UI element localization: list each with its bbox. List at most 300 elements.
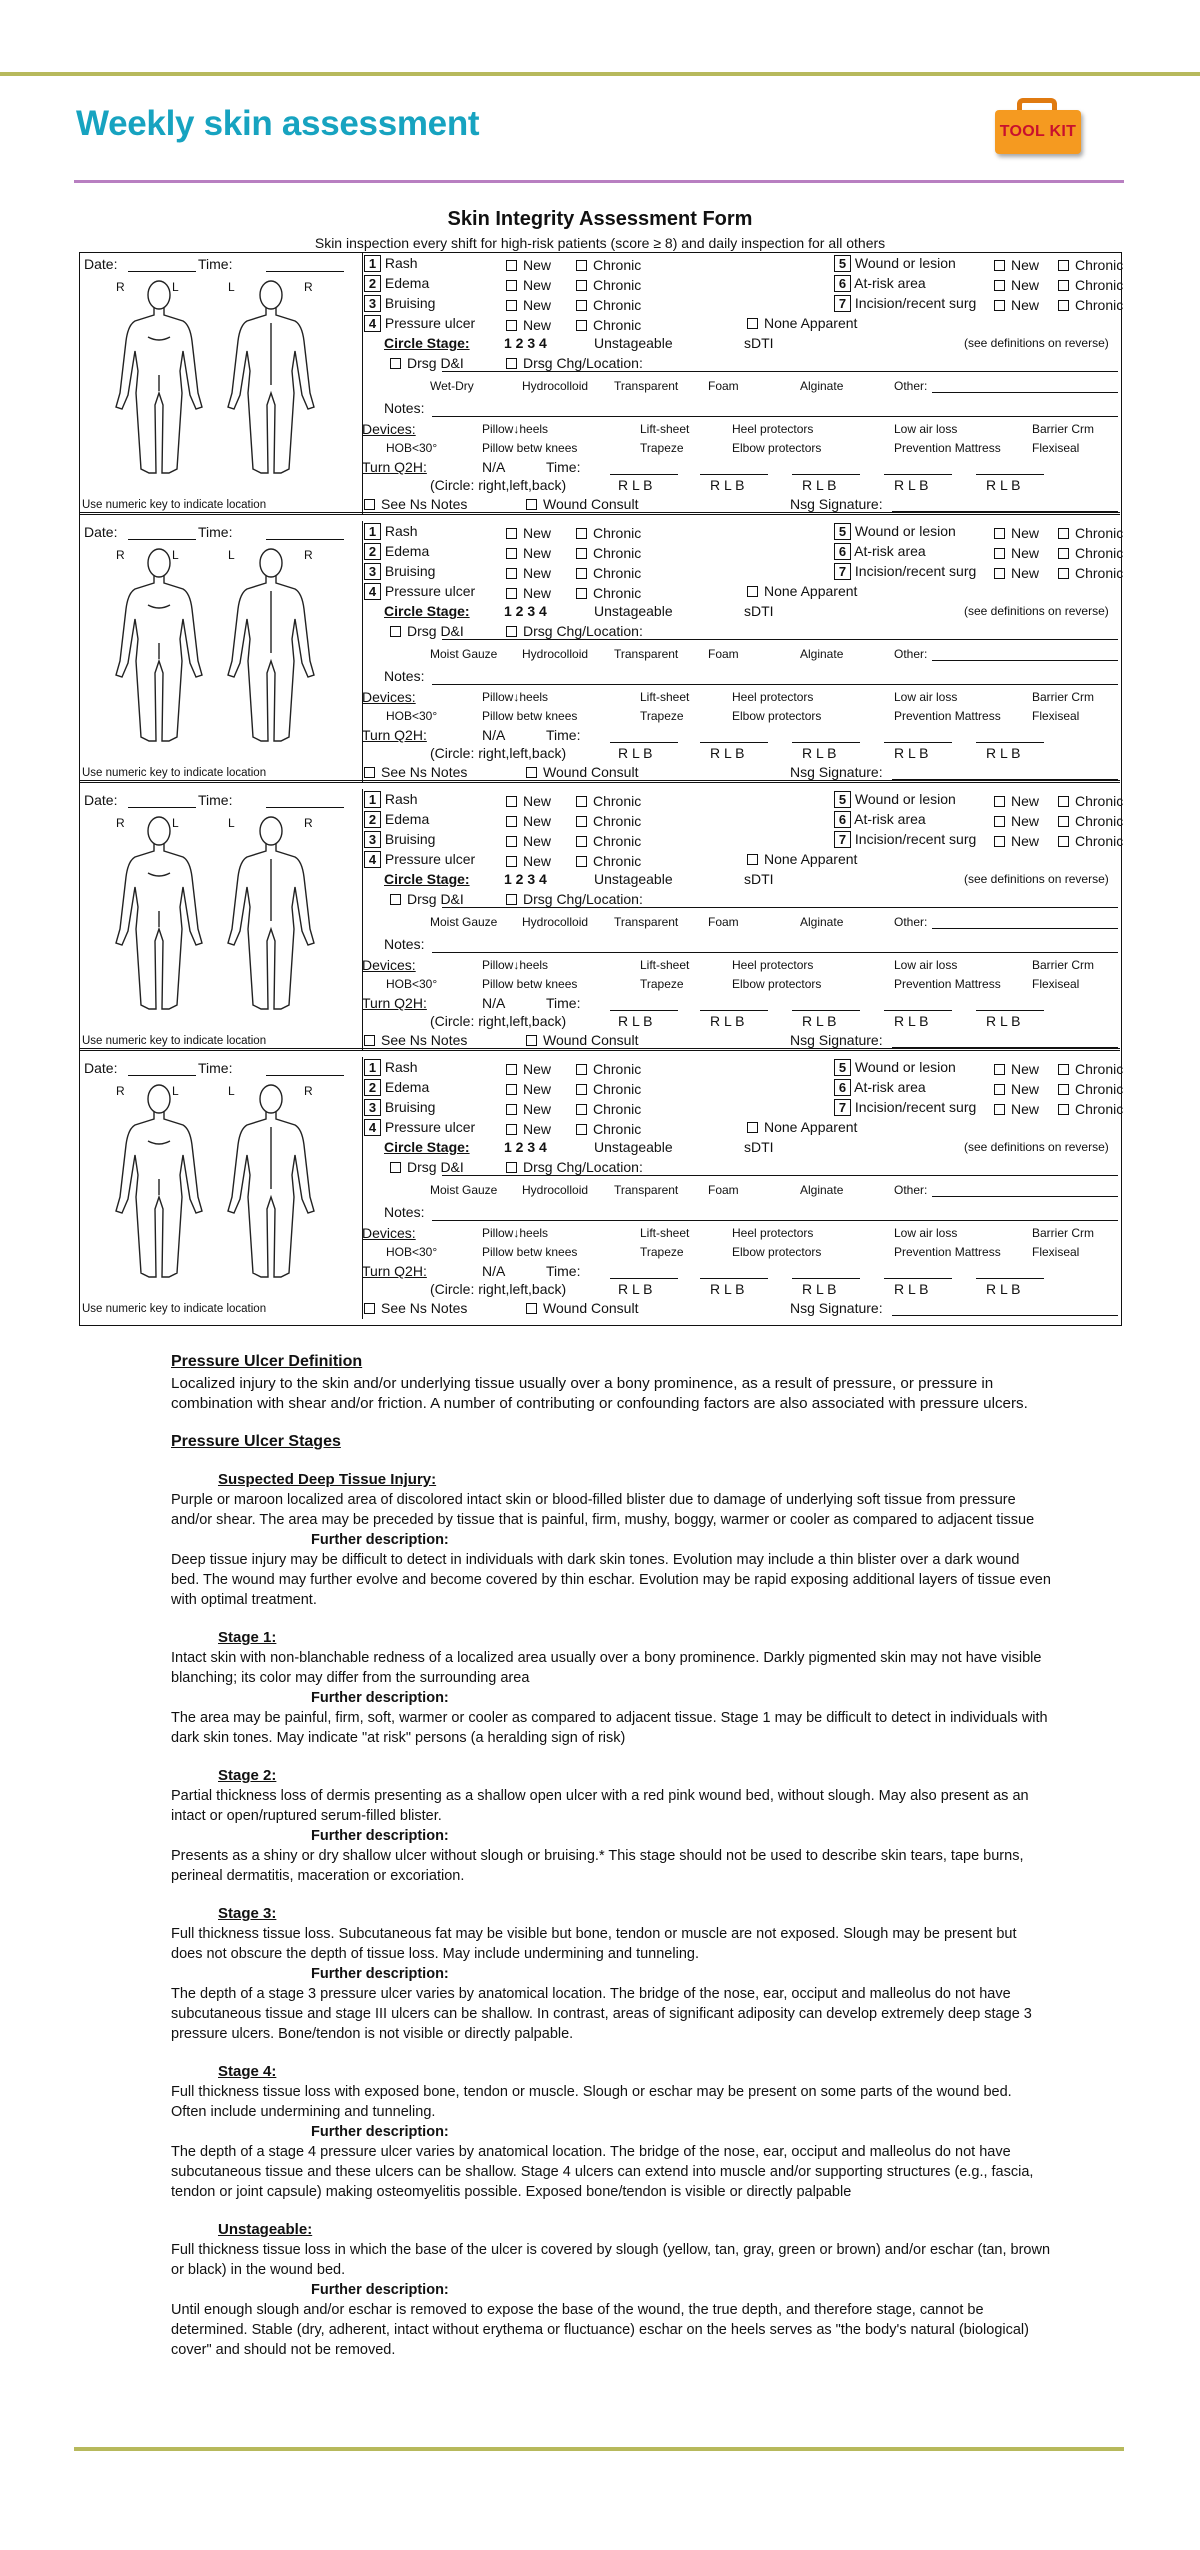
- chronic-checkbox[interactable]: [576, 816, 587, 827]
- turn-label: Turn Q2H:: [362, 459, 427, 475]
- rlb-option-5[interactable]: R L B: [986, 477, 1021, 493]
- chronic-label: Chronic: [1075, 565, 1124, 581]
- new-label: New: [1011, 1061, 1040, 1077]
- device-hob[interactable]: HOB<30°: [386, 441, 438, 455]
- device-lift-sheet[interactable]: Lift-sheet: [640, 958, 690, 972]
- circle-stage-label: Circle Stage:: [384, 603, 470, 619]
- time-label: Time:: [198, 792, 233, 808]
- device-heel-protectors[interactable]: Heel protectors: [732, 958, 814, 972]
- rlb-option-3[interactable]: R L B: [802, 477, 837, 493]
- rlb-option-4[interactable]: R L B: [894, 477, 929, 493]
- further-description-text: Until enough slough and/or eschar is removed to expose the base of the wound, the true depth, and therefore stage, cannot be determined. Stable (dry, adherent, intact without erythema or fluctuance) eschar on the heels serves as "the body's natural (biological) cover" and should not be removed.: [171, 2302, 1029, 2358]
- chronic-checkbox[interactable]: [576, 568, 587, 579]
- assessment-details: [362, 790, 1122, 1052]
- device-lift-sheet[interactable]: Lift-sheet: [640, 690, 690, 704]
- see-ns-notes-checkbox[interactable]: [364, 1035, 375, 1046]
- new-checkbox[interactable]: [506, 836, 517, 847]
- unstageable-option[interactable]: Unstageable: [594, 603, 673, 619]
- rlb-option-1[interactable]: R L B: [618, 1281, 653, 1297]
- date-field[interactable]: [128, 1075, 196, 1076]
- dressing-type-1[interactable]: Wet-Dry: [430, 379, 474, 393]
- dressing-hydrocolloid[interactable]: Hydrocolloid: [522, 1183, 589, 1197]
- item-number: 2: [364, 543, 381, 560]
- chronic-label: Chronic: [593, 545, 642, 561]
- dressing-foam[interactable]: Foam: [708, 915, 739, 929]
- time-field[interactable]: [266, 807, 344, 808]
- turn-time-field-5[interactable]: [976, 1278, 1044, 1279]
- drsg-chg-checkbox[interactable]: [506, 626, 517, 637]
- nsg-signature-field[interactable]: [892, 511, 1118, 512]
- dressing-location-field[interactable]: [442, 1175, 1118, 1176]
- new-checkbox[interactable]: [994, 836, 1005, 847]
- chronic-label: Chronic: [593, 257, 642, 273]
- device-flexiseal[interactable]: Flexiseal: [1032, 1245, 1080, 1259]
- assessment-block: [80, 253, 1124, 515]
- toolkit-badge: [993, 98, 1083, 156]
- dressing-alginate[interactable]: Alginate: [800, 647, 844, 661]
- chronic-checkbox[interactable]: [576, 260, 587, 271]
- none-apparent-checkbox[interactable]: [747, 854, 758, 865]
- front-left-label: L: [172, 816, 179, 830]
- chronic-checkbox[interactable]: [576, 1124, 587, 1135]
- new-label: New: [523, 525, 552, 541]
- chronic-checkbox[interactable]: [576, 300, 587, 311]
- rlb-option-5[interactable]: R L B: [986, 1281, 1021, 1297]
- dressing-foam[interactable]: Foam: [708, 379, 739, 393]
- sdti-option[interactable]: sDTI: [744, 603, 774, 619]
- time-field[interactable]: [266, 1075, 344, 1076]
- stage-entry: [171, 2220, 1051, 2360]
- drsg-di-checkbox[interactable]: [390, 894, 401, 905]
- device-flexiseal[interactable]: Flexiseal: [1032, 977, 1080, 991]
- time-field[interactable]: [266, 271, 344, 272]
- drsg-di-checkbox[interactable]: [390, 1162, 401, 1173]
- drsg-di-label: Drsg D&I: [407, 891, 464, 907]
- wound-consult-label: Wound Consult: [543, 764, 639, 780]
- chronic-label: Chronic: [593, 317, 642, 333]
- device-trapeze[interactable]: Trapeze: [640, 709, 684, 723]
- new-checkbox[interactable]: [994, 1064, 1005, 1075]
- unstageable-option[interactable]: Unstageable: [594, 1139, 673, 1155]
- device-elbow-protectors[interactable]: Elbow protectors: [732, 1245, 822, 1259]
- body-diagram[interactable]: [108, 543, 373, 753]
- rlb-option-4[interactable]: R L B: [894, 1281, 929, 1297]
- assessment-block: [80, 521, 1124, 783]
- drsg-chg-checkbox[interactable]: [506, 894, 517, 905]
- dressing-location-field[interactable]: [442, 907, 1118, 908]
- dressing-alginate[interactable]: Alginate: [800, 1183, 844, 1197]
- location-key-note: Use numeric key to indicate location: [82, 767, 267, 779]
- new-label: New: [523, 297, 552, 313]
- front-left-label: L: [172, 280, 179, 294]
- sdti-option[interactable]: sDTI: [744, 335, 774, 351]
- turn-time-field-2[interactable]: [700, 474, 768, 475]
- chronic-checkbox[interactable]: [576, 528, 587, 539]
- nsg-signature-field[interactable]: [892, 1315, 1118, 1316]
- chronic-checkbox[interactable]: [576, 796, 587, 807]
- turn-time-field-5[interactable]: [976, 1010, 1044, 1011]
- dressing-hydrocolloid[interactable]: Hydrocolloid: [522, 915, 589, 929]
- wound-consult-checkbox[interactable]: [526, 1303, 537, 1314]
- drsg-di-checkbox[interactable]: [390, 358, 401, 369]
- new-checkbox[interactable]: [506, 1124, 517, 1135]
- date-field[interactable]: [128, 807, 196, 808]
- wound-consult-checkbox[interactable]: [526, 499, 537, 510]
- item-number: 6: [834, 543, 851, 560]
- dressing-type-1[interactable]: Moist Gauze: [430, 1183, 498, 1197]
- device-hob[interactable]: HOB<30°: [386, 1245, 438, 1259]
- device-trapeze[interactable]: Trapeze: [640, 441, 684, 455]
- chronic-checkbox[interactable]: [1058, 568, 1069, 579]
- new-checkbox[interactable]: [506, 320, 517, 331]
- chronic-checkbox[interactable]: [576, 320, 587, 331]
- device-barrier-crm[interactable]: Barrier Crm: [1032, 690, 1094, 704]
- nsg-signature-label: Nsg Signature:: [790, 496, 883, 512]
- device-hob[interactable]: HOB<30°: [386, 709, 438, 723]
- device-hob[interactable]: HOB<30°: [386, 977, 438, 991]
- device-pillow-heels[interactable]: Pillow↓heels: [482, 1226, 549, 1240]
- device-flexiseal[interactable]: Flexiseal: [1032, 441, 1080, 455]
- new-checkbox[interactable]: [506, 568, 517, 579]
- device-pillow-heels[interactable]: Pillow↓heels: [482, 958, 549, 972]
- dressing-hydrocolloid[interactable]: Hydrocolloid: [522, 379, 589, 393]
- circle-rlb-note: (Circle: right,left,back): [430, 1281, 567, 1297]
- chronic-checkbox[interactable]: [1058, 836, 1069, 847]
- device-low-air-loss[interactable]: Low air loss: [894, 422, 958, 436]
- device-prevention-mattress[interactable]: Prevention Mattress: [894, 977, 1001, 991]
- dressing-foam[interactable]: Foam: [708, 647, 739, 661]
- see-ns-notes-checkbox[interactable]: [364, 1303, 375, 1314]
- dressing-transparent[interactable]: Transparent: [614, 379, 679, 393]
- item-label: Edema: [384, 1079, 430, 1095]
- rlb-option-2[interactable]: R L B: [710, 1281, 745, 1297]
- new-checkbox[interactable]: [506, 280, 517, 291]
- back-left-label: L: [228, 816, 235, 830]
- new-label: New: [523, 257, 552, 273]
- dressing-alginate[interactable]: Alginate: [800, 915, 844, 929]
- item-label: Wound or lesion: [854, 255, 956, 271]
- circle-rlb-note: (Circle: right,left,back): [430, 1013, 567, 1029]
- dressing-foam[interactable]: Foam: [708, 1183, 739, 1197]
- item-number: 3: [364, 563, 381, 580]
- turn-time-field-1[interactable]: [610, 474, 678, 475]
- back-left-label: L: [228, 280, 235, 294]
- drsg-chg-label: Drsg Chg/Location:: [523, 355, 643, 371]
- new-checkbox[interactable]: [506, 528, 517, 539]
- unstageable-option[interactable]: Unstageable: [594, 335, 673, 351]
- device-barrier-crm[interactable]: Barrier Crm: [1032, 1226, 1094, 1240]
- chronic-checkbox[interactable]: [576, 836, 587, 847]
- drsg-chg-checkbox[interactable]: [506, 358, 517, 369]
- time-label: Time:: [198, 256, 233, 272]
- item-label: Rash: [384, 791, 418, 807]
- turn-time-field-2[interactable]: [700, 1278, 768, 1279]
- new-checkbox[interactable]: [994, 548, 1005, 559]
- device-pillow-knees[interactable]: Pillow betw knees: [482, 977, 578, 991]
- chronic-checkbox[interactable]: [1058, 300, 1069, 311]
- chronic-checkbox[interactable]: [1058, 1084, 1069, 1095]
- device-heel-protectors[interactable]: Heel protectors: [732, 690, 814, 704]
- new-checkbox[interactable]: [994, 1084, 1005, 1095]
- device-barrier-crm[interactable]: Barrier Crm: [1032, 958, 1094, 972]
- drsg-di-label: Drsg D&I: [407, 1159, 464, 1175]
- stage-options[interactable]: 1 2 3 4: [504, 1139, 547, 1155]
- new-label: New: [523, 277, 552, 293]
- further-description-text: Deep tissue injury may be difficult to detect in individuals with dark skin tones. Evolution may include a thin blister over a dark wound bed. The wound may further evolve and become covered by thin eschar. Evolution may be rapid exposing additional layers of tissue even with optimal treatment.: [171, 1552, 1051, 1608]
- body-figures-icon: [108, 543, 373, 753]
- turn-time-field-3[interactable]: [792, 1010, 860, 1011]
- device-elbow-protectors[interactable]: Elbow protectors: [732, 977, 822, 991]
- rlb-option-4[interactable]: R L B: [894, 1013, 929, 1029]
- device-heel-protectors[interactable]: Heel protectors: [732, 1226, 814, 1240]
- chronic-checkbox[interactable]: [1058, 280, 1069, 291]
- new-label: New: [1011, 525, 1040, 541]
- rlb-option-1[interactable]: R L B: [618, 477, 653, 493]
- turn-time-field-1[interactable]: [610, 742, 678, 743]
- new-checkbox[interactable]: [506, 300, 517, 311]
- time-label: Time:: [198, 1060, 233, 1076]
- device-prevention-mattress[interactable]: Prevention Mattress: [894, 1245, 1001, 1259]
- new-checkbox[interactable]: [506, 1064, 517, 1075]
- stage-options[interactable]: 1 2 3 4: [504, 335, 547, 351]
- turn-time-field-1[interactable]: [610, 1278, 678, 1279]
- stage-entry: [171, 2062, 1051, 2202]
- device-lift-sheet[interactable]: Lift-sheet: [640, 422, 690, 436]
- item-number: 4: [364, 1119, 381, 1136]
- turn-na-option[interactable]: N/A: [482, 459, 506, 475]
- turn-time-label: Time:: [546, 727, 581, 743]
- none-apparent-checkbox[interactable]: [747, 1122, 758, 1133]
- turn-time-field-3[interactable]: [792, 1278, 860, 1279]
- chronic-checkbox[interactable]: [1058, 528, 1069, 539]
- item-label: Rash: [384, 255, 418, 271]
- back-left-label: L: [228, 548, 235, 562]
- new-checkbox[interactable]: [506, 1104, 517, 1115]
- dressing-location-field[interactable]: [442, 371, 1118, 372]
- chronic-checkbox[interactable]: [576, 1064, 587, 1075]
- item-number: 2: [364, 1079, 381, 1096]
- turn-na-option[interactable]: N/A: [482, 1263, 506, 1279]
- chronic-checkbox[interactable]: [576, 588, 587, 599]
- new-checkbox[interactable]: [994, 528, 1005, 539]
- further-description-text: The area may be painful, firm, soft, warmer or cooler as compared to adjacent tissue. Stage 1 may be difficult to detect in individuals with dark skin tones. May indicate "at risk" persons (a heralding sign of risk): [171, 1710, 1048, 1746]
- new-checkbox[interactable]: [506, 260, 517, 271]
- device-pillow-heels[interactable]: Pillow↓heels: [482, 690, 549, 704]
- chronic-checkbox[interactable]: [1058, 1104, 1069, 1115]
- dressing-type-1[interactable]: Moist Gauze: [430, 647, 498, 661]
- device-trapeze[interactable]: Trapeze: [640, 1245, 684, 1259]
- device-barrier-crm[interactable]: Barrier Crm: [1032, 422, 1094, 436]
- new-checkbox[interactable]: [506, 548, 517, 559]
- dressing-hydrocolloid[interactable]: Hydrocolloid: [522, 647, 589, 661]
- device-pillow-knees[interactable]: Pillow betw knees: [482, 709, 578, 723]
- device-elbow-protectors[interactable]: Elbow protectors: [732, 441, 822, 455]
- none-apparent-checkbox[interactable]: [747, 586, 758, 597]
- chronic-checkbox[interactable]: [576, 548, 587, 559]
- stage-options[interactable]: 1 2 3 4: [504, 871, 547, 887]
- notes-field[interactable]: [432, 416, 1118, 417]
- rlb-option-3[interactable]: R L B: [802, 745, 837, 761]
- dressing-transparent[interactable]: Transparent: [614, 915, 679, 929]
- stage-entry: [171, 1470, 1051, 1610]
- chronic-checkbox[interactable]: [1058, 796, 1069, 807]
- new-label: New: [1011, 297, 1040, 313]
- rlb-option-1[interactable]: R L B: [618, 1013, 653, 1029]
- new-checkbox[interactable]: [994, 796, 1005, 807]
- item-label: Incision/recent surg: [854, 563, 977, 579]
- device-prevention-mattress[interactable]: Prevention Mattress: [894, 441, 1001, 455]
- body-figures-icon: [108, 811, 373, 1021]
- item-label: Wound or lesion: [854, 1059, 956, 1075]
- device-trapeze[interactable]: Trapeze: [640, 977, 684, 991]
- device-low-air-loss[interactable]: Low air loss: [894, 958, 958, 972]
- rlb-option-4[interactable]: R L B: [894, 745, 929, 761]
- see-ns-notes-label: See Ns Notes: [381, 1300, 468, 1316]
- device-pillow-knees[interactable]: Pillow betw knees: [482, 441, 578, 455]
- further-description-label: Further description:: [311, 1966, 449, 1982]
- none-apparent-checkbox[interactable]: [747, 318, 758, 329]
- item-label: Wound or lesion: [854, 523, 956, 539]
- assessment-form: [79, 252, 1122, 1326]
- nsg-signature-label: Nsg Signature:: [790, 1300, 883, 1316]
- turn-time-field-4[interactable]: [884, 1010, 952, 1011]
- sdti-option[interactable]: sDTI: [744, 871, 774, 887]
- device-heel-protectors[interactable]: Heel protectors: [732, 422, 814, 436]
- notes-field[interactable]: [432, 684, 1118, 685]
- see-ns-notes-checkbox[interactable]: [364, 499, 375, 510]
- device-pillow-heels[interactable]: Pillow↓heels: [482, 422, 549, 436]
- date-field[interactable]: [128, 539, 196, 540]
- turn-time-field-2[interactable]: [700, 1010, 768, 1011]
- item-number: 4: [364, 315, 381, 332]
- turn-time-field-3[interactable]: [792, 474, 860, 475]
- rlb-option-2[interactable]: R L B: [710, 1013, 745, 1029]
- unstageable-option[interactable]: Unstageable: [594, 871, 673, 887]
- dressing-other-field[interactable]: [932, 1196, 1118, 1197]
- device-flexiseal[interactable]: Flexiseal: [1032, 709, 1080, 723]
- turn-na-option[interactable]: N/A: [482, 727, 506, 743]
- chronic-checkbox[interactable]: [1058, 548, 1069, 559]
- new-checkbox[interactable]: [506, 1084, 517, 1095]
- turn-na-option[interactable]: N/A: [482, 995, 506, 1011]
- device-lift-sheet[interactable]: Lift-sheet: [640, 1226, 690, 1240]
- dressing-other-field[interactable]: [932, 392, 1118, 393]
- see-ns-notes-checkbox[interactable]: [364, 767, 375, 778]
- drsg-di-checkbox[interactable]: [390, 626, 401, 637]
- sdti-option[interactable]: sDTI: [744, 1139, 774, 1155]
- turn-time-field-1[interactable]: [610, 1010, 678, 1011]
- dressing-transparent[interactable]: Transparent: [614, 1183, 679, 1197]
- chronic-checkbox[interactable]: [1058, 816, 1069, 827]
- dressing-transparent[interactable]: Transparent: [614, 647, 679, 661]
- rlb-option-3[interactable]: R L B: [802, 1281, 837, 1297]
- new-checkbox[interactable]: [994, 568, 1005, 579]
- new-checkbox[interactable]: [506, 816, 517, 827]
- further-description-label: Further description:: [311, 2124, 449, 2140]
- rlb-option-1[interactable]: R L B: [618, 745, 653, 761]
- new-checkbox[interactable]: [994, 300, 1005, 311]
- device-elbow-protectors[interactable]: Elbow protectors: [732, 709, 822, 723]
- item-number: 2: [364, 275, 381, 292]
- location-key-note: Use numeric key to indicate location: [82, 1303, 267, 1315]
- turn-time-field-5[interactable]: [976, 742, 1044, 743]
- turn-time-field-4[interactable]: [884, 474, 952, 475]
- turn-time-field-2[interactable]: [700, 742, 768, 743]
- notes-label: Notes:: [384, 1204, 425, 1220]
- further-description-label: Further description:: [311, 2282, 449, 2298]
- new-checkbox[interactable]: [994, 280, 1005, 291]
- rlb-option-3[interactable]: R L B: [802, 1013, 837, 1029]
- body-diagram[interactable]: [108, 1079, 373, 1289]
- wound-consult-checkbox[interactable]: [526, 1035, 537, 1046]
- drsg-chg-checkbox[interactable]: [506, 1162, 517, 1173]
- rlb-option-2[interactable]: R L B: [710, 477, 745, 493]
- body-diagram[interactable]: [108, 275, 373, 485]
- rlb-option-5[interactable]: R L B: [986, 745, 1021, 761]
- new-checkbox[interactable]: [506, 856, 517, 867]
- new-checkbox[interactable]: [506, 796, 517, 807]
- turn-time-field-3[interactable]: [792, 742, 860, 743]
- notes-field[interactable]: [432, 1220, 1118, 1221]
- chronic-checkbox[interactable]: [1058, 1064, 1069, 1075]
- definitions-section: [171, 1352, 1051, 2360]
- chronic-checkbox[interactable]: [576, 1104, 587, 1115]
- dressing-location-field[interactable]: [442, 639, 1118, 640]
- date-field[interactable]: [128, 271, 196, 272]
- dressing-other-field[interactable]: [932, 928, 1118, 929]
- chronic-checkbox[interactable]: [576, 856, 587, 867]
- item-number: 6: [834, 1079, 851, 1096]
- turn-time-field-5[interactable]: [976, 474, 1044, 475]
- item-number: 7: [834, 563, 851, 580]
- body-diagram[interactable]: [108, 811, 373, 1021]
- wound-consult-checkbox[interactable]: [526, 767, 537, 778]
- new-checkbox[interactable]: [994, 816, 1005, 827]
- nsg-signature-field[interactable]: [892, 1047, 1118, 1048]
- chronic-checkbox[interactable]: [576, 1084, 587, 1095]
- chronic-checkbox[interactable]: [576, 280, 587, 291]
- rlb-option-5[interactable]: R L B: [986, 1013, 1021, 1029]
- chronic-checkbox[interactable]: [1058, 260, 1069, 271]
- circle-stage-label: Circle Stage:: [384, 1139, 470, 1155]
- device-pillow-knees[interactable]: Pillow betw knees: [482, 1245, 578, 1259]
- item-label: Pressure ulcer: [384, 1119, 476, 1135]
- nsg-signature-field[interactable]: [892, 779, 1118, 780]
- stage-text: Intact skin with non-blanchable redness of a localized area usually over a bony prominence. Darkly pigmented skin may not have visible blanching; its color may differ from the surrounding area: [171, 1650, 1042, 1686]
- device-low-air-loss[interactable]: Low air loss: [894, 1226, 958, 1240]
- location-key-note: Use numeric key to indicate location: [82, 1035, 267, 1047]
- assessment-details: [362, 254, 1122, 516]
- dressing-other-field[interactable]: [932, 660, 1118, 661]
- dressing-type-1[interactable]: Moist Gauze: [430, 915, 498, 929]
- turn-time-field-4[interactable]: [884, 1278, 952, 1279]
- device-low-air-loss[interactable]: Low air loss: [894, 690, 958, 704]
- new-checkbox[interactable]: [994, 1104, 1005, 1115]
- turn-time-field-4[interactable]: [884, 742, 952, 743]
- chronic-label: Chronic: [1075, 525, 1124, 541]
- time-field[interactable]: [266, 539, 344, 540]
- item-number: 3: [364, 831, 381, 848]
- new-checkbox[interactable]: [994, 260, 1005, 271]
- rlb-option-2[interactable]: R L B: [710, 745, 745, 761]
- notes-field[interactable]: [432, 952, 1118, 953]
- stage-options[interactable]: 1 2 3 4: [504, 603, 547, 619]
- item-number: 4: [364, 583, 381, 600]
- new-checkbox[interactable]: [506, 588, 517, 599]
- notes-label: Notes:: [384, 400, 425, 416]
- dressing-alginate[interactable]: Alginate: [800, 379, 844, 393]
- device-prevention-mattress[interactable]: Prevention Mattress: [894, 709, 1001, 723]
